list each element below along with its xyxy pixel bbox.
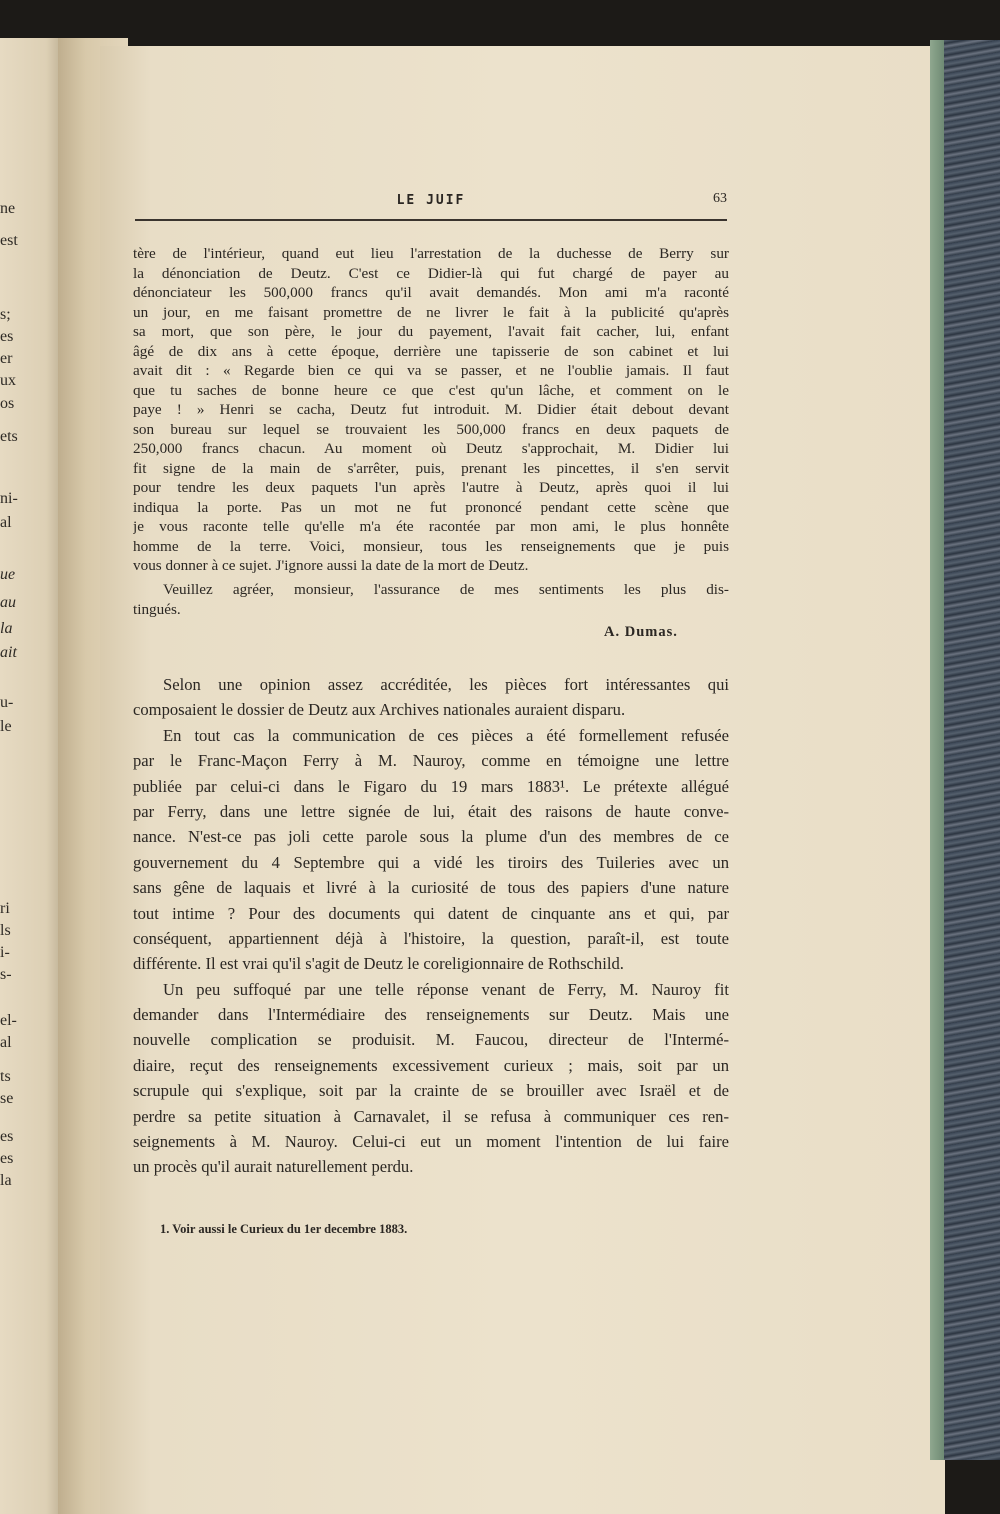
running-header xyxy=(135,191,727,213)
facing-page-fragment: ls xyxy=(0,922,11,939)
letter-line: que tu saches de bonne heure ce que c'est qu'un lâche, et comment on le xyxy=(133,381,729,399)
binding-edge xyxy=(930,40,944,1460)
facing-page-fragment: la xyxy=(0,620,13,637)
body-line: gouvernement du 4 Septembre qui a vidé les tiroirs des Tuileries avec un xyxy=(133,852,729,872)
facing-page-fragment: est xyxy=(0,232,18,249)
letter-line: tère de l'intérieur, quand eut lieu l'arrestation de la duchesse de Berry sur xyxy=(133,245,729,262)
facing-page-fragment: i- xyxy=(0,944,10,961)
facing-page-fragment: ri xyxy=(0,900,10,917)
letter-line: homme de la terre. Voici, monsieur, tous les renseignements que je puis xyxy=(133,537,729,555)
facing-page-fragment: s- xyxy=(0,966,12,983)
body-line: publiée par celui-ci dans le Figaro du 19 mars 1883¹. Le prétexte allégué xyxy=(133,776,729,796)
body-line: différente. Il est vrai qu'il s'agit de Deutz le coreligionnaire de Rothschild. xyxy=(133,954,624,974)
letter-line: la dénonciation de Deutz. C'est ce Didier-là qui fut chargé de payer au xyxy=(133,264,729,282)
letter-text xyxy=(133,244,729,576)
facing-page-fragment: ni- xyxy=(0,490,18,507)
letter-closing xyxy=(133,580,729,619)
letter-line: un jour, en me faisant promettre de ne livrer le fait à la publicité qu'après xyxy=(133,303,729,321)
facing-page-fragment: se xyxy=(0,1090,14,1107)
letter-line: indiqua la porte. Pas un mot ne fut prononcé pendant cette scène que xyxy=(133,498,729,516)
letter-line: avait dit : « Regarde bien ce qui va se passer, et ne l'oublie jamais. Il faut xyxy=(133,362,729,379)
facing-page-fragment: os xyxy=(0,395,15,412)
facing-page xyxy=(0,38,66,1514)
body-line: un procès qu'il aurait naturellement perdu. xyxy=(133,1157,414,1177)
body-line: scrupule qui s'explique, soit par la crainte de se brouiller avec Israël et de xyxy=(133,1081,729,1101)
facing-page-fragment: al xyxy=(0,1034,12,1051)
body-line: En tout cas la communication de ces pièces a été formellement refusée xyxy=(163,725,729,745)
facing-page-fragment: ts xyxy=(0,1068,11,1085)
letter-line: paye ! » Henri se cacha, Deutz fut introduit. M. Didier était debout devant xyxy=(133,401,729,418)
body-line: par le Franc-Maçon Ferry à M. Nauroy, comme en témoigne une lettre xyxy=(133,751,729,771)
body-line: tout intime ? Pour des documents qui datent de cinquante ans et qui, par xyxy=(133,903,729,923)
body-line: sans gêne de laquais et livré à la curiosité de tous des papiers d'une nature xyxy=(133,878,729,898)
body-line: conséquent, appartiennent déjà à l'histoire, la question, paraît-il, est toute xyxy=(133,928,729,948)
facing-page-fragment: ue xyxy=(0,566,16,583)
page-number: 63 xyxy=(713,191,727,206)
facing-page-fragment: le xyxy=(0,718,12,735)
letter-line: je vous raconte telle qu'elle m'a éte racontée par mon ami, le plus honnête xyxy=(133,518,729,535)
facing-page-fragment: es xyxy=(0,328,14,345)
running-title: LE JUIF xyxy=(396,193,466,208)
body-line: Selon une opinion assez accréditée, les pièces fort intéressantes qui xyxy=(163,675,729,694)
facing-page-fragment: la xyxy=(0,1172,12,1189)
facing-page-fragment: au xyxy=(0,594,16,611)
signature: A. Dumas. xyxy=(604,624,678,640)
closing-line: Veuillez agréer, monsieur, l'assurance de mes sentiments les plus dis- xyxy=(163,581,729,598)
facing-page-fragment: es xyxy=(0,1150,14,1167)
body-text xyxy=(133,672,729,1180)
facing-page-fragment: el- xyxy=(0,1012,17,1029)
facing-page-fragment: er xyxy=(0,350,13,367)
body-line: demander dans l'Intermédiaire des renseignements sur Deutz. Mais une xyxy=(133,1005,729,1025)
footnote: 1. Voir aussi le Curieux du 1er decembre 1883. xyxy=(160,1222,408,1236)
letter-line: sa mort, que son père, le jour du payement, l'avait fait cacher, lui, enfant xyxy=(133,323,729,340)
body-line: diaire, reçut des renseignements excessivement curieux ; mais, soit par un xyxy=(133,1055,729,1075)
letter-line: âgé de dix ans à cette époque, derrière une tapisserie de son cabinet et lui xyxy=(133,342,729,360)
facing-page-fragment: ux xyxy=(0,372,16,389)
facing-page-fragment: ets xyxy=(0,428,18,445)
facing-page-fragment: ait xyxy=(0,644,17,661)
letter-line: dénonciateur les 500,000 francs qu'il avait demandés. Mon ami m'a raconté xyxy=(133,284,729,301)
body-line: Un peu suffoqué par une telle réponse venant de Ferry, M. Nauroy fit xyxy=(163,979,729,999)
facing-page-fragment: es xyxy=(0,1128,14,1145)
letter-line: 250,000 francs chacun. Au moment où Deutz s'approchait, M. Didier lui xyxy=(133,440,729,457)
letter-line: vous donner à ce sujet. J'ignore aussi la date de la mort de Deutz. xyxy=(133,557,529,574)
body-line: seignements à M. Nauroy. Celui-ci eut un moment l'intention de lui faire xyxy=(133,1132,729,1152)
body-line: nouvelle complication se produisit. M. Faucou, directeur de l'Intermé- xyxy=(133,1030,729,1050)
body-line: nance. N'est-ce pas joli cette parole sous la plume d'un des membres de ce xyxy=(133,827,729,847)
body-line: perdre sa petite situation à Carnavalet, il se refusa à communiquer ces ren- xyxy=(133,1106,729,1126)
facing-page-fragment: s; xyxy=(0,306,11,323)
body-line: par Ferry, dans une lettre signée de lui, était des raisons de haute conve- xyxy=(133,801,729,821)
facing-page-fragment: u- xyxy=(0,694,14,711)
closing-line: tingués. xyxy=(133,600,181,618)
letter-line: pour tendre les deux paquets l'un après l'autre à Deutz, après quoi il lui xyxy=(133,479,729,496)
letter-line: son bureau sur lequel se trouvaient les 500,000 francs en deux paquets de xyxy=(133,420,729,438)
letter-line: fit signe de la main de s'arrêter, puis, prenant les pincettes, il s'en servit xyxy=(133,459,729,477)
header-rule xyxy=(135,219,727,221)
facing-page-fragment: ne xyxy=(0,200,16,217)
body-line: composaient le dossier de Deutz aux Archives nationales auraient disparu. xyxy=(133,700,626,720)
facing-page-fragment: al xyxy=(0,514,12,531)
